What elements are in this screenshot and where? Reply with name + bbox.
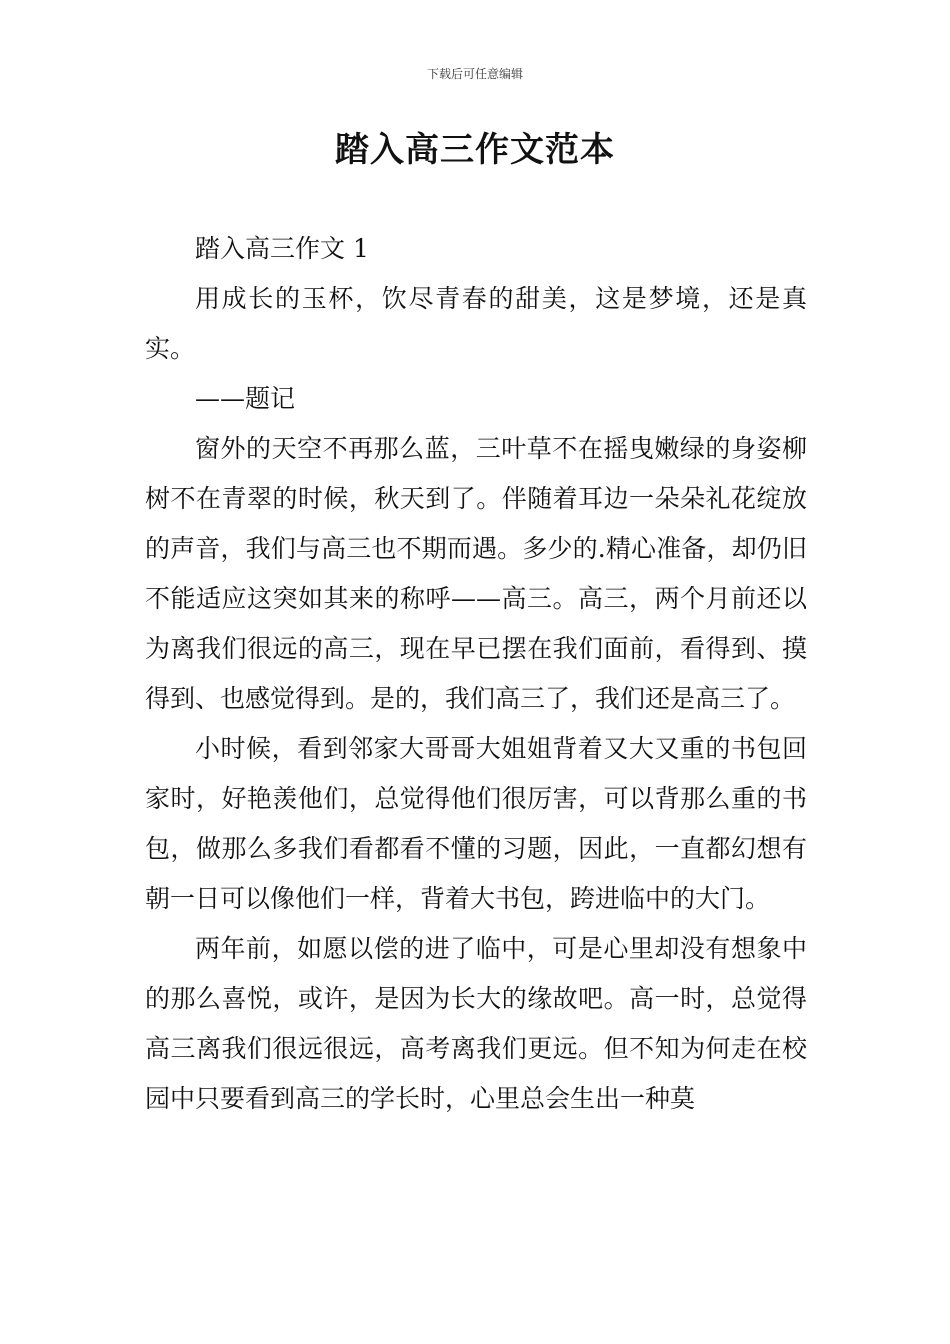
document-title: 踏入高三作文范本 [335, 130, 615, 170]
paragraph-epigraph-attribution: ——题记 [195, 384, 296, 413]
paragraph-body: 两年前，如愿以偿的进了临中，可是心里却没有想象中的那么喜悦，或许，是因为长大的缘故吧。高一时，总觉得高三离我们很远很远，高考离我们更远。但不知为何走在校园中只要看到高三的学长时，心里总会生出一种莫 [145, 934, 807, 1113]
paragraph-subtitle: 踏入高三作文 1 [195, 234, 369, 263]
paragraph-body: 小时候，看到邻家大哥哥大姐姐背着又大又重的书包回家时，好艳羡他们，总觉得他们很厉害，可以背那么重的书包，做那么多我们看都看不懂的习题，因此，一直都幻想有朝一日可以像他们一样，背着大书包，跨进临中的大门。 [145, 734, 807, 913]
paragraph-body: 窗外的天空不再那么蓝，三叶草不在摇曳嫩绿的身姿柳树不在青翠的时候，秋天到了。伴随着耳边一朵朵礼花绽放的声音，我们与高三也不期而遇。多少的.精心准备，却仍旧不能适应这突如其来的称呼——高三。高三，两个月前还以为离我们很远的高三，现在早已摆在我们面前，看得到、摸得到、也感觉得到。是的，我们高三了，我们还是高三了。 [145, 434, 807, 713]
paragraph-epigraph: 用成长的玉杯，饮尽青春的甜美，这是梦境，还是真实。 [145, 284, 807, 363]
header-note: 下载后可任意编辑 [426, 67, 523, 81]
document-body [145, 224, 807, 1124]
